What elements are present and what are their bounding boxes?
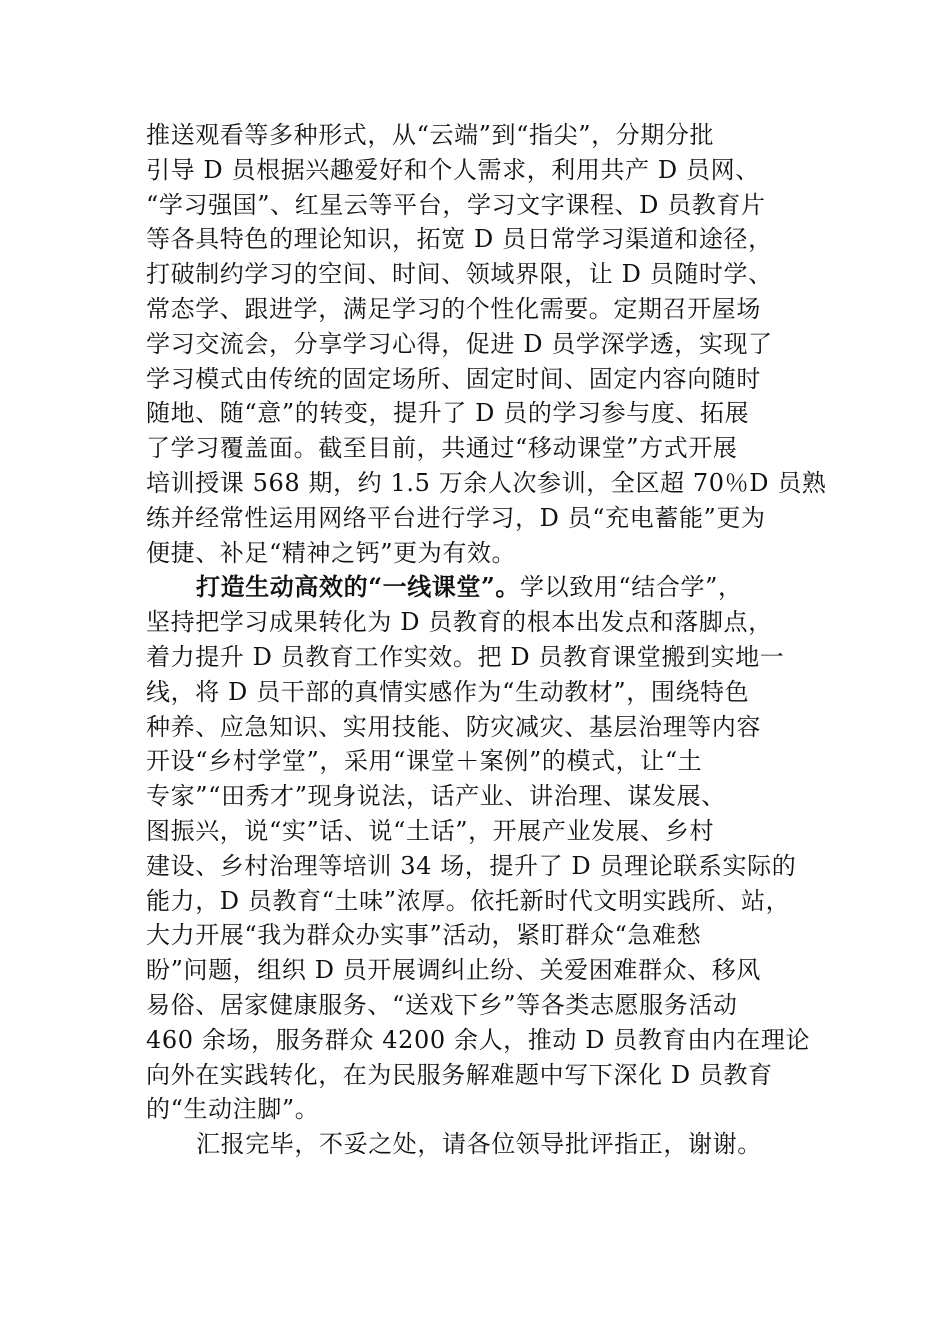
text-line: 开设“乡村学堂”，采用“课堂＋案例”的模式，让“土 (146, 747, 703, 776)
text-line: 引导 D 员根据兴趣爱好和个人需求，利用共产 D 员网、 (146, 155, 760, 184)
text-line: 能力，D 员教育“土味”浓厚。依托新时代文明实践所、站， (146, 886, 791, 915)
text-line: 学习交流会，分享学习心得，促进 D 员学深学透，实现了 (146, 329, 773, 358)
text-line: “学习强国”、红星云等平台，学习文字课程、D 员教育片 (146, 190, 766, 219)
text-line: 线，将 D 员干部的真情实感作为“生动教材”，围绕特色 (146, 677, 750, 706)
text-line-first (146, 570, 826, 605)
text-line: 坚持把学习成果转化为 D 员教育的根本出发点和落脚点， (146, 608, 773, 637)
text-line: 了学习覆盖面。截至目前，共通过“移动课堂”方式开展 (146, 434, 738, 463)
paragraph-lead-text: 学以致用“结合学”， (520, 573, 743, 602)
closing-remark: 汇报完毕，不妥之处，请各位领导批评指正，谢谢。 (196, 1130, 762, 1159)
text-line: 着力提升 D 员教育工作实效。把 D 员教育课堂搬到实地一 (146, 642, 785, 671)
text-line: 向外在实践转化，在为民服务解难题中写下深化 D 员教育 (146, 1060, 773, 1089)
text-line: 专家”“田秀才”现身说法，话产业、讲治理、谋发展、 (146, 782, 726, 811)
text-line: 建设、乡村治理等培训 34 场，提升了 D 员理论联系实际的 (146, 851, 797, 880)
text-line: 便捷、补足“精神之钙”更为有效。 (146, 538, 517, 567)
text-line: 推送观看等多种形式，从“云端”到“指尖”，分期分批 (146, 121, 715, 149)
text-line: 图振兴，说“实”话、说“土话”，开展产业发展、乡村 (146, 816, 715, 845)
text-line: 大力开展“我为群众办实事”活动，紧盯群众“急难愁 (146, 921, 702, 950)
text-line: 易俗、居家健康服务、“送戏下乡”等各类志愿服务活动 (146, 990, 738, 1019)
text-line: 的“生动注脚”。 (146, 1095, 320, 1124)
text-line: 随地、随“意”的转变，提升了 D 员的学习参与度、拓展 (146, 399, 750, 428)
text-line: 常态学、跟进学，满足学习的个性化需要。定期召开屋场 (146, 294, 761, 323)
text-line: 460 余场，服务群众 4200 余人，推动 D 员教育由内在理论 (146, 1025, 811, 1054)
text-line: 等各具特色的理论知识，拓宽 D 员日常学习渠道和途径， (146, 225, 773, 254)
paragraph-mobile-classroom (146, 118, 826, 570)
document-body (146, 118, 826, 1162)
text-line: 打破制约学习的空间、时间、领域界限，让 D 员随时学、 (146, 260, 773, 289)
paragraph-frontline-classroom (146, 570, 826, 1127)
text-line: 学习模式由传统的固定场所、固定时间、固定内容向随时 (146, 364, 761, 393)
paragraph-heading: 打造生动高效的“一线课堂”。 (196, 572, 521, 602)
text-line: 培训授课 568 期，约 1.5 万余人次参训，全区超 70％D 员熟 (146, 468, 827, 497)
text-line: 盼”问题，组织 D 员开展调纠止纷、关爱困难群众、移风 (146, 956, 761, 985)
text-line: 练并经常性运用网络平台进行学习，D 员“充电蓄能”更为 (146, 503, 766, 532)
text-line: 种养、应急知识、实用技能、防灾减灾、基层治理等内容 (146, 712, 761, 741)
